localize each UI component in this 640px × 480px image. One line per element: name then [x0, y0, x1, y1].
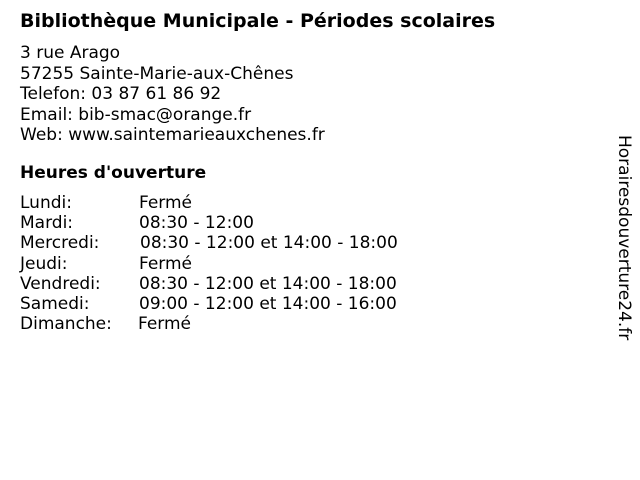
hours-day: Mercredi: [20, 233, 100, 254]
address-email: Email: bib-smac@orange.fr [20, 104, 252, 125]
address-city: 57255 Sainte-Marie-aux-Chênes [20, 63, 294, 84]
hours-heading: Heures d'ouverture [20, 163, 207, 183]
hours-time: 08:30 - 12:00 et 14:00 - 18:00 [139, 273, 397, 294]
address-phone: Telefon: 03 87 61 86 92 [20, 84, 222, 104]
hours-day: Lundi: [20, 193, 72, 213]
hours-day: Jeudi: [20, 253, 68, 274]
hours-day: Mardi: [20, 213, 74, 234]
hours-day: Vendredi: [20, 273, 101, 294]
hours-time: Fermé [139, 193, 193, 213]
hours-time: Fermé [138, 314, 192, 335]
page-title: Bibliothèque Municipale - Périodes scolaires [20, 10, 496, 32]
hours-day: Dimanche: [20, 314, 112, 335]
hours-time: 08:30 - 12:00 [139, 213, 254, 234]
hours-day: Samedi: [20, 293, 90, 314]
hours-time: Fermé [139, 253, 193, 274]
hours-time: 08:30 - 12:00 et 14:00 - 18:00 [140, 233, 398, 254]
address-web: Web: www.saintemarieauxchenes.fr [20, 125, 325, 145]
hours-time: 09:00 - 12:00 et 14:00 - 16:00 [139, 293, 397, 314]
address-street: 3 rue Arago [20, 43, 121, 63]
site-brand-watermark: Horairesdouverture24.fr [614, 135, 634, 341]
address-block [20, 43, 325, 146]
